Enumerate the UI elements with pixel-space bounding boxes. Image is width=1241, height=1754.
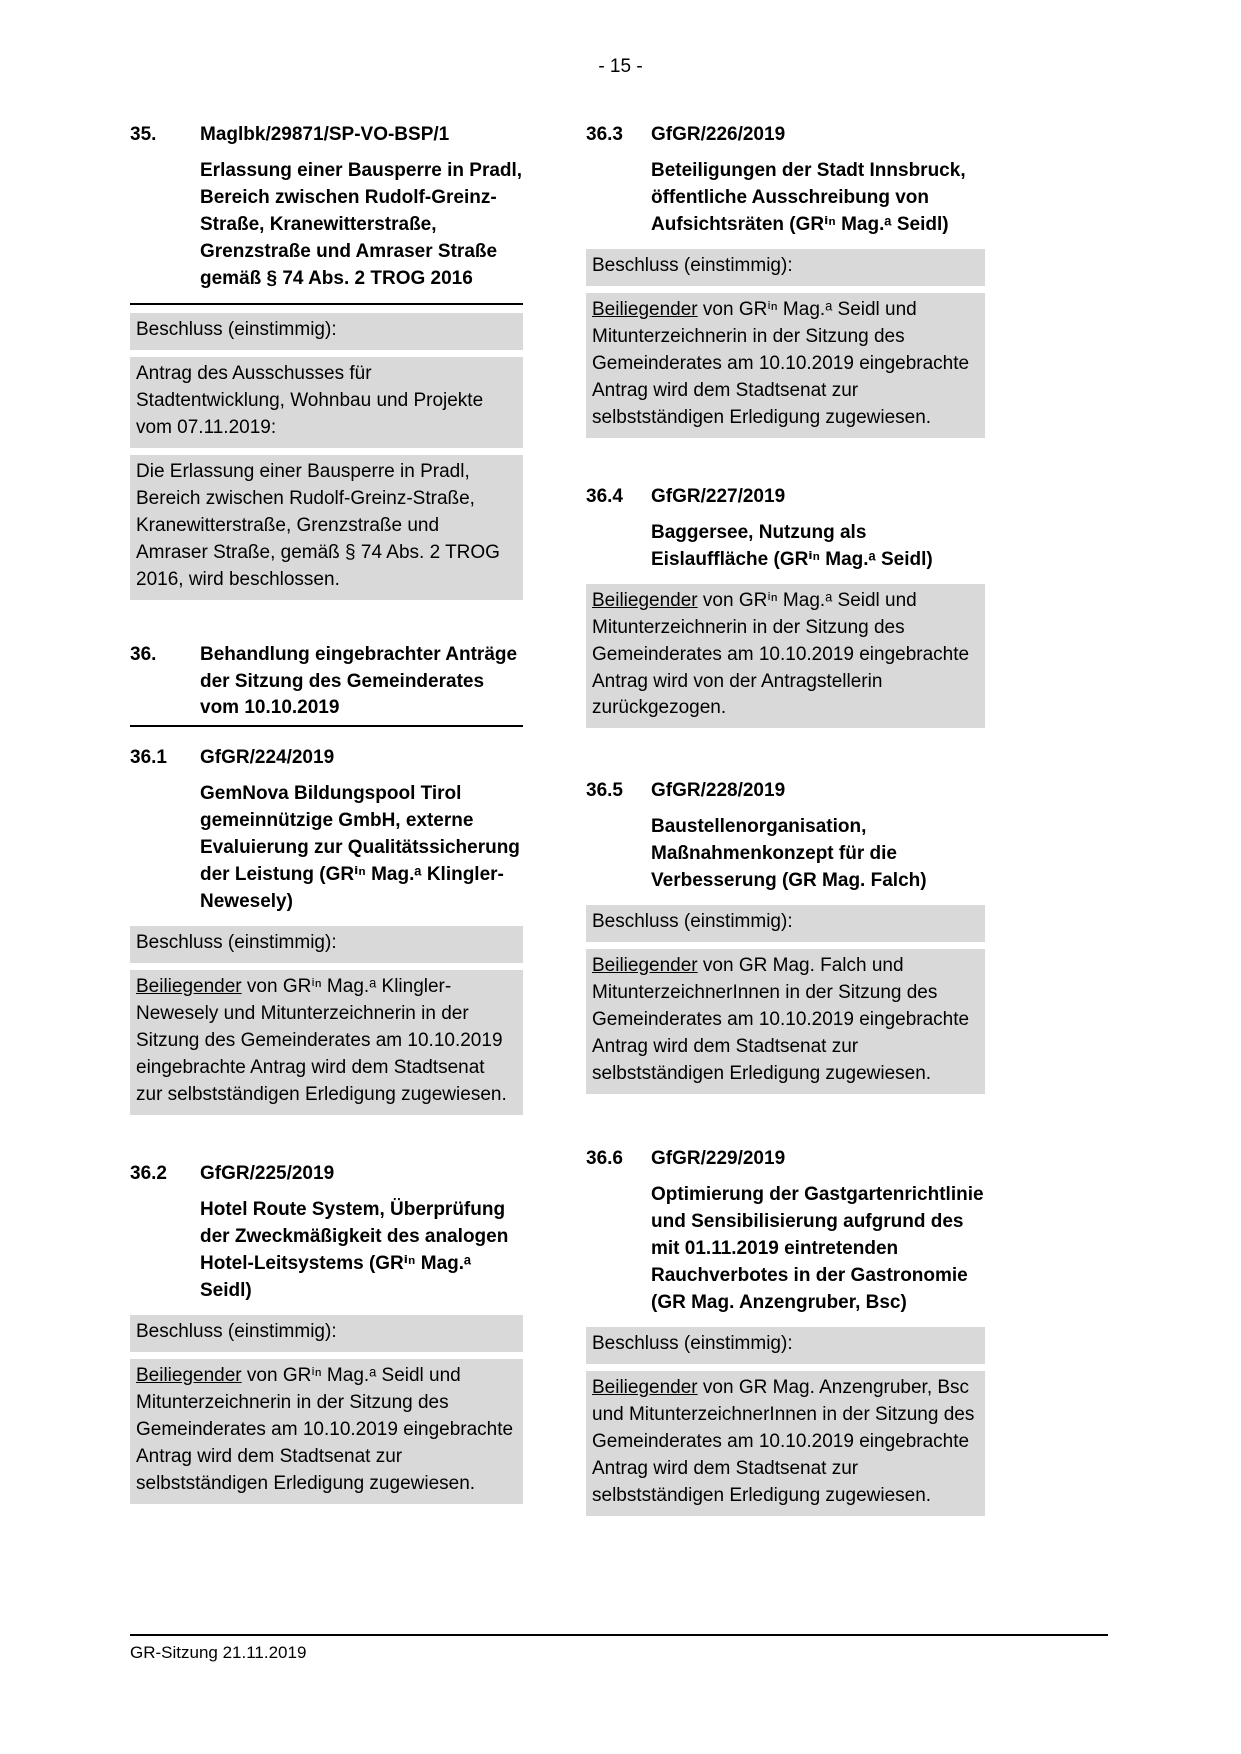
heading-rule (130, 303, 523, 305)
paragraph-lead: Beiliegender (592, 955, 698, 977)
paragraph-rest: von GRⁱⁿ Mag.ᵃ Seidl und Mitunterzeichnerin in der Sitzung des Gemeinderates am 10.10.2019 eingebrachte Antrag wird von der Antragstellerin zurückgezogen. (592, 589, 970, 719)
item-title: Hotel Route System, Überprüfung der Zweckmäßigkeit des analogen Hotel-Leitsystems (GRⁱⁿ Mag.ᵃ Seidl) (200, 1199, 509, 1301)
agenda-item-36-2 (130, 1161, 523, 1504)
item-title: Optimierung der Gastgartenrichtlinie und Sensibilisierung aufgrund des mit 01.11.2019 eintretenden Rauchverbotes in der Gastronomie (GR Mag. Anzengruber, Bsc) (651, 1184, 984, 1313)
item-title: Baustellenorganisation, Maßnahmenkonzept für die Verbesserung (GR Mag. Falch) (651, 816, 927, 892)
item-number: 36.4 (586, 485, 623, 507)
page-number: - 15 - (598, 56, 643, 77)
decision-label: Beschluss (einstimmig): (130, 313, 523, 350)
decision-label: Beschluss (einstimmig): (130, 1315, 523, 1352)
agenda-item-36-4 (586, 484, 985, 729)
item-heading (586, 1146, 985, 1173)
item-heading (586, 778, 985, 805)
decision-label: Beschluss (einstimmig): (586, 1327, 985, 1364)
item-heading (586, 122, 985, 149)
item-number: 36.2 (130, 1163, 167, 1185)
decision-paragraph (586, 1371, 985, 1516)
agenda-item-36-1 (130, 745, 523, 1115)
decision-paragraph (586, 584, 985, 729)
agenda-item-36-3 (586, 122, 985, 438)
paragraph-rest: von GRⁱⁿ Mag.ᵃ Seidl und Mitunterzeichnerin in der Sitzung des Gemeinderates am 10.10.2019 eingebrachte Antrag wird dem Stadtsenat zur selbstständigen Erledigung zugewiesen. (592, 298, 970, 428)
paragraph-rest: von GRⁱⁿ Mag.ᵃ Seidl und Mitunterzeichnerin in der Sitzung des Gemeinderates am 10.10.2019 eingebrachte Antrag wird dem Stadtsenat zur selbstständigen Erledigung zugewiesen. (136, 1364, 514, 1494)
decision-paragraph (586, 293, 985, 438)
paragraph-lead: Beiliegender (136, 976, 242, 998)
item-number: 36.5 (586, 780, 623, 802)
paragraph-lead: Beiliegender (592, 298, 698, 320)
item-code: GfGR/228/2019 (651, 780, 786, 802)
agenda-item-36 (130, 642, 523, 728)
item-title: Erlassung einer Bausperre in Pradl, Bereich zwischen Rudolf-Greinz-Straße, Kranewitterstraße, Grenzstraße und Amraser Straße gemäß § 74 Abs. 2 TROG 2016 (200, 159, 523, 289)
item-title: Baggersee, Nutzung als Eislauffläche (GRⁱⁿ Mag.ᵃ Seidl) (651, 521, 933, 570)
item-code: Maglbk/29871/SP-VO-BSP/1 (200, 124, 450, 145)
item-code: GfGR/225/2019 (200, 1163, 335, 1185)
item-code: GfGR/227/2019 (651, 485, 786, 507)
decision-paragraph: Antrag des Ausschusses für Stadtentwicklung, Wohnbau und Projekte vom 07.11.2019: (130, 357, 523, 448)
item-title: Beteiligungen der Stadt Innsbruck, öffentliche Ausschreibung von Aufsichtsräten (GRⁱⁿ Mag.ᵃ Seidl) (651, 159, 966, 235)
item-heading (130, 642, 523, 723)
item-number: 36. (130, 643, 157, 665)
item-title: GemNova Bildungspool Tirol gemeinnützige GmbH, externe Evaluierung zur Qualitätssicherung der Leistung (GRⁱⁿ Mag.ᵃ Klingler-Newesely) (200, 783, 520, 913)
item-code: GfGR/226/2019 (651, 124, 786, 145)
decision-paragraph (130, 1359, 523, 1504)
agenda-item-35 (130, 122, 523, 600)
item-heading (130, 1161, 523, 1188)
right-column (586, 122, 985, 1523)
decision-paragraph: Die Erlassung einer Bausperre in Pradl, Bereich zwischen Rudolf-Greinz-Straße, Kranewitterstraße, Grenzstraße und Amraser Straße, gemäß § 74 Abs. 2 TROG 2016, wird beschlossen. (130, 455, 523, 600)
item-code: GfGR/224/2019 (200, 747, 335, 769)
paragraph-rest: von GR Mag. Falch und MitunterzeichnerInnen in der Sitzung des Gemeinderates am 10.10.2019 eingebrachte Antrag wird dem Stadtsenat zur selbstständigen Erledigung zugewiesen. (592, 955, 970, 1085)
paragraph-lead: Beiliegender (592, 1376, 698, 1398)
decision-label: Beschluss (einstimmig): (586, 905, 985, 942)
left-column (130, 122, 523, 1511)
item-title: Behandlung eingebrachter Anträge der Sitzung des Gemeinderates vom 10.10.2019 (200, 643, 518, 719)
paragraph-rest: von GRⁱⁿ Mag.ᵃ Klingler-Newesely und Mitunterzeichnerin in der Sitzung des Gemeinderates am 10.10.2019 eingebrachte Antrag wird dem Stadtsenat zur selbstständigen Erledigung zugewiesen. (136, 976, 507, 1106)
agenda-item-36-5 (586, 778, 985, 1094)
paragraph-lead: Beiliegender (592, 589, 698, 611)
heading-rule (130, 725, 523, 727)
item-number: 35. (130, 124, 157, 145)
item-number: 36.1 (130, 747, 167, 769)
decision-label: Beschluss (einstimmig): (586, 249, 985, 286)
item-number: 36.3 (586, 124, 623, 145)
page-footer: GR-Sitzung 21.11.2019 (130, 1634, 1108, 1665)
decision-paragraph (586, 949, 985, 1094)
paragraph-lead: Beiliegender (136, 1364, 242, 1386)
item-number: 36.6 (586, 1148, 623, 1170)
decision-paragraph (130, 970, 523, 1115)
agenda-item-36-6 (586, 1146, 985, 1516)
paragraph-rest: von GR Mag. Anzengruber, Bsc und MitunterzeichnerInnen in der Sitzung des Gemeinderates am 10.10.2019 eingebrachte Antrag wird dem Stadtsenat zur selbstständigen Erledigung zugewiesen. (592, 1376, 975, 1506)
item-heading (130, 745, 523, 772)
item-heading (130, 122, 523, 149)
decision-label: Beschluss (einstimmig): (130, 926, 523, 963)
item-code: GfGR/229/2019 (651, 1148, 786, 1170)
item-heading (586, 484, 985, 511)
